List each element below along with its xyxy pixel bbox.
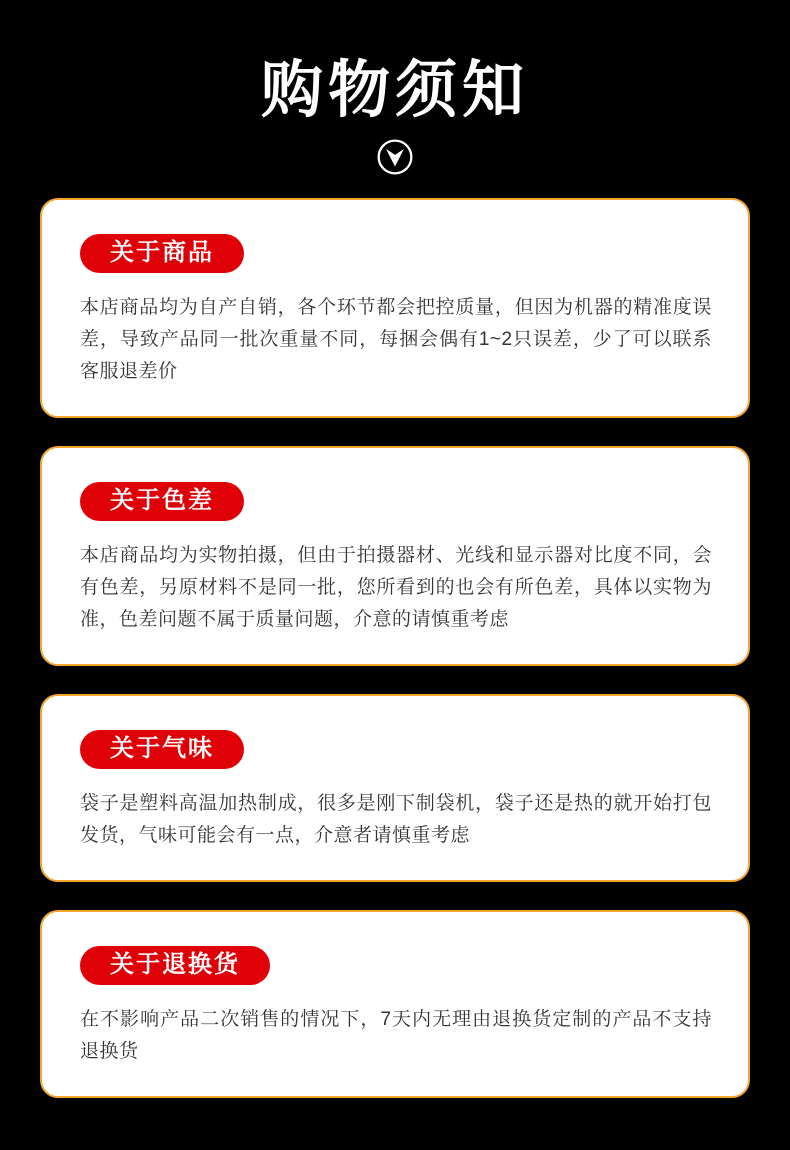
section-text-color-difference: 本店商品均为实物拍摄，但由于拍摄器材、光线和显示器对比度不同，会有色差，另原材料不是同一批，您所看到的也会有所色差，具体以实物为准，色差问题不属于质量问题，介意的请慎重考虑 [80,545,712,631]
section-badge-odor: 关于气味 [80,730,244,769]
chevron-down-icon [376,138,414,176]
notice-card-odor [40,694,750,882]
section-text-odor: 袋子是塑料高温加热制成，很多是刚下制袋机，袋子还是热的就开始打包发货，气味可能会有一点，介意者请慎重考虑 [80,793,712,847]
page-header [0,0,790,176]
notice-card-product [40,198,750,418]
notice-card-list [40,198,750,1098]
arrow-container [0,138,790,176]
section-badge-product: 关于商品 [80,234,244,273]
section-text-product: 本店商品均为自产自销，各个环节都会把控质量，但因为机器的精准度误差，导致产品同一批次重量不同，每捆会偶有1~2只误差，少了可以联系客服退差价 [80,297,712,383]
notice-card-returns [40,910,750,1098]
section-text-returns: 在不影响产品二次销售的情况下，7天内无理由退换货定制的产品不支持退换货 [80,1009,712,1063]
notice-card-color-difference [40,446,750,666]
section-badge-color-difference: 关于色差 [80,482,244,521]
section-badge-returns: 关于退换货 [80,946,270,985]
page-title: 购物须知 [260,56,529,125]
